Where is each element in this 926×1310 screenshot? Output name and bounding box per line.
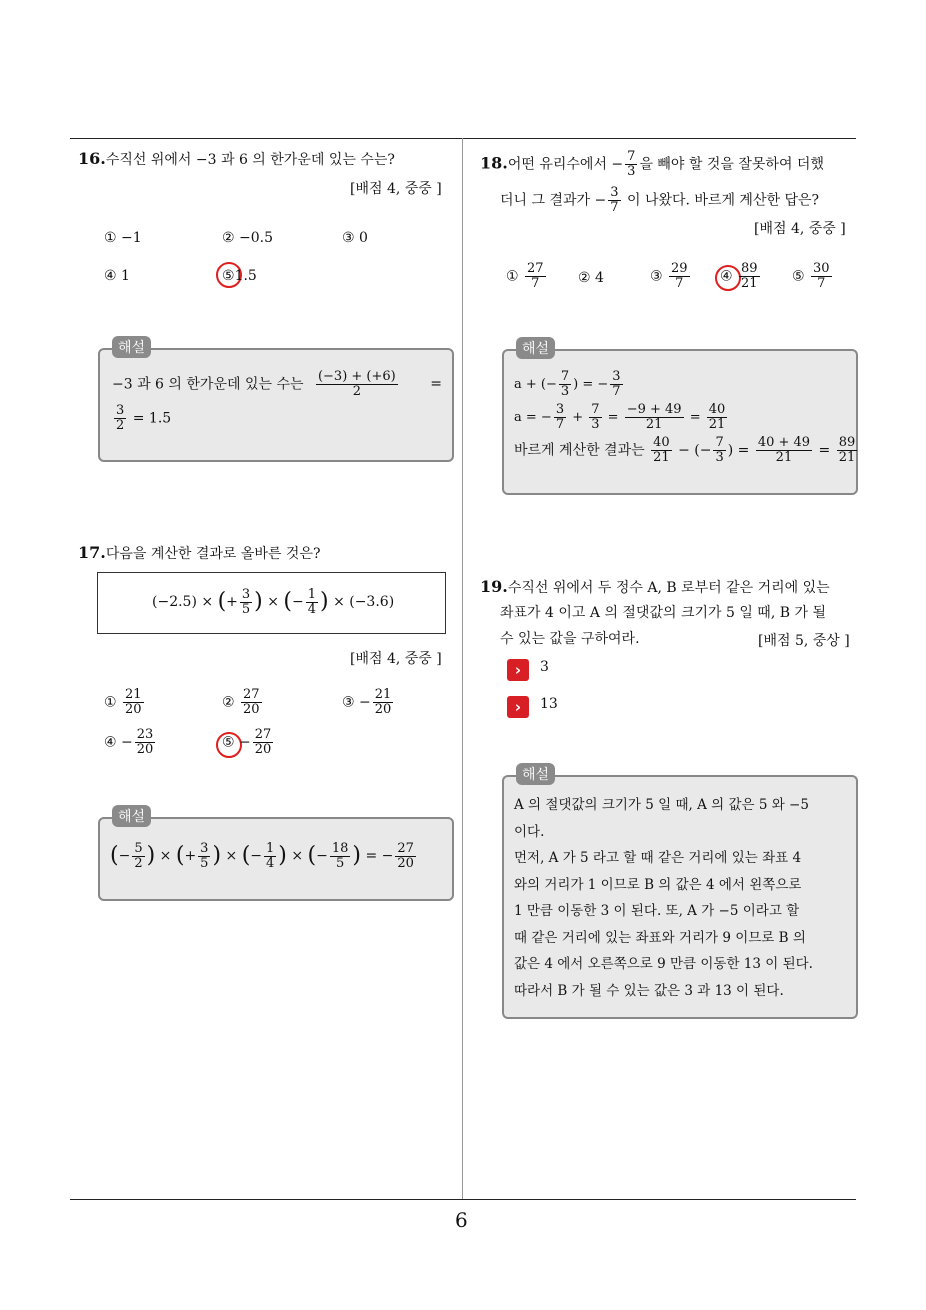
page-number: 6 xyxy=(455,1208,468,1232)
question-text: 수직선 위에서 두 정수 A, B 로부터 같은 거리에 있는 xyxy=(507,580,830,596)
expr-part: (−2.5) × xyxy=(152,594,214,610)
option-4[interactable] xyxy=(720,262,762,291)
question-text: 어떤 유리수에서 xyxy=(507,156,607,173)
question-19 xyxy=(480,574,830,601)
question-number: 17. xyxy=(78,543,106,562)
option-mark: ⑤ xyxy=(222,734,235,751)
question-number: 19. xyxy=(480,577,508,596)
option-3[interactable] xyxy=(650,262,692,291)
solution-expression: (− $\frac{5}{2}$ ) × (+ $\frac{3}{5}$ ) × (− $\frac{1}{4}$ ) × (− $\frac{18}{5}$ ) = − $\frac{27}{20}$ xyxy=(110,840,414,871)
fraction: $\frac{5}{2}$ xyxy=(134,840,143,871)
solution-line: 이다. xyxy=(514,823,545,840)
fraction: $\frac{23}{20}$ xyxy=(136,727,154,757)
solution-line: 먼저, A 가 5 라고 할 때 같은 거리에 있는 좌표 4 xyxy=(514,850,802,866)
solution-text: = 1.5 xyxy=(132,410,172,427)
fraction: $\frac{27}{20}$ xyxy=(243,687,260,717)
option-5[interactable] xyxy=(222,728,275,757)
option-mark: ④ xyxy=(720,268,733,285)
fraction: $\frac{1}{4}$ xyxy=(266,840,275,871)
fraction: $\frac{18}{5}$ xyxy=(331,840,349,871)
question-meta: [배점 5, 중상 ] xyxy=(758,633,850,649)
question-meta: [배점 4, 중중 ] xyxy=(350,651,442,667)
solution-text xyxy=(514,792,813,1004)
option-5[interactable] xyxy=(792,262,834,291)
question-meta: [배점 4, 중중 ] xyxy=(754,221,846,237)
fraction: $\frac{1}{4}$ xyxy=(307,586,317,617)
question-text: 다음을 계산한 결과로 올바른 것은? xyxy=(105,546,321,562)
equals-sign: = xyxy=(430,376,442,392)
fraction: $\frac{3}{2}$ xyxy=(116,403,125,433)
option-5[interactable] xyxy=(222,268,257,284)
solution-text: −3 과 6 의 한가운데 있는 수는 xyxy=(112,376,304,393)
option-mark: ① xyxy=(506,268,519,285)
question-meta: [배점 4, 중중 ] xyxy=(350,181,442,197)
answer-2: 13 xyxy=(540,696,558,712)
option-3[interactable]: ③ 0 xyxy=(342,230,368,246)
question-text: 더니 그 결과가 xyxy=(500,192,591,209)
fraction: $\frac{27}{20}$ xyxy=(254,727,272,757)
answer-1: 3 xyxy=(540,659,549,675)
fraction: $\frac{29}{7}$ xyxy=(671,261,688,291)
question-19-line-2: 좌표가 4 이고 A 의 절댓값의 크기가 5 일 때, B 가 될 xyxy=(500,605,826,621)
solution-tag: 해설 xyxy=(516,337,555,359)
option-value: 4 xyxy=(595,270,604,286)
option-2[interactable] xyxy=(222,688,264,717)
fraction: $\frac{3}{5}$ xyxy=(241,586,251,617)
option-1[interactable] xyxy=(104,688,146,717)
solution-line-1: a + (− $\frac{7}{3}$ ) = − $\frac{3}{7}$ xyxy=(514,369,621,399)
fraction: $\frac{89}{21}$ xyxy=(741,261,758,291)
top-rule xyxy=(70,138,856,139)
solution-line: 때 같은 거리에 있는 좌표와 거리가 9 이므로 B 의 xyxy=(514,929,806,946)
option-1[interactable] xyxy=(506,262,548,291)
expr-part: × (−3.6) xyxy=(333,594,395,610)
expression: (−2.5) × (+ $\frac{3}{5}$ ) × (− $\frac{1}{4}$ ) × (−3.6) xyxy=(152,586,395,617)
option-value: 1.5 xyxy=(234,268,257,284)
sign: + xyxy=(226,594,238,610)
question-text: 수직선 위에서 −3 과 6 의 한가운데 있는 수는? xyxy=(105,152,395,168)
question-18-line-2: 더니 그 결과가 − $\frac{3}{7}$ 이 나왔다. 바르게 계산한 답은? xyxy=(500,185,820,215)
solution-line-2 xyxy=(112,404,171,433)
fraction: $\frac{3}{7}$ xyxy=(610,185,619,215)
solution-line-3: 바르게 계산한 결과는 $\frac{40}{21}$ − (− $\frac{7}{3}$ ) = $\frac{40 + 49}{21}$ = $\frac{89}{21}$ xyxy=(514,435,856,465)
option-2[interactable] xyxy=(578,270,604,286)
fraction: $\frac{3}{5}$ xyxy=(200,840,209,871)
solution-line: 와의 거리가 1 이므로 B 의 값은 4 에서 왼쪽으로 xyxy=(514,876,802,893)
solution-tag: 해설 xyxy=(112,805,151,827)
option-mark: ③ xyxy=(650,268,663,285)
solution-line: 1 만큼 이동한 3 이 된다. 또, A 가 −5 이라고 할 xyxy=(514,903,800,919)
sign: − xyxy=(359,694,371,711)
question-18: 18.어떤 유리수에서 − $\frac{7}{3}$ 을 빼야 할 것을 잘못하여 더했 xyxy=(480,149,824,179)
solution-line-1 xyxy=(112,370,442,399)
sign: − xyxy=(292,594,304,610)
option-mark: ④ xyxy=(104,734,117,751)
chevron-right-icon: › xyxy=(507,659,529,681)
fraction: $\frac{(-3) + (+6)}{2}$ xyxy=(317,369,396,399)
question-19-line-3: 수 있는 값을 구하여라. xyxy=(500,631,640,647)
option-mark: ③ xyxy=(342,694,355,711)
option-mark: ⑤ xyxy=(792,268,805,285)
solution-line: 따라서 B 가 될 수 있는 값은 3 과 13 이 된다. xyxy=(514,982,784,999)
option-3[interactable] xyxy=(342,688,395,717)
fraction: $\frac{21}{20}$ xyxy=(374,687,392,717)
option-mark: ② xyxy=(578,270,591,286)
question-number: 18. xyxy=(480,153,508,173)
option-mark: ① xyxy=(104,694,117,711)
option-mark: ⑤ xyxy=(222,268,235,284)
fraction: $\frac{21}{20}$ xyxy=(125,687,142,717)
fraction: $\frac{7}{3}$ xyxy=(627,149,636,179)
sign: − xyxy=(121,734,133,751)
solution-line: 값은 4 에서 오른쪽으로 9 만큼 이동한 13 이 된다. xyxy=(514,956,813,972)
sign: − xyxy=(239,734,251,751)
question-number: 16. xyxy=(78,149,106,168)
option-4[interactable] xyxy=(104,728,157,757)
solution-tag: 해설 xyxy=(516,763,555,785)
bottom-rule xyxy=(70,1199,856,1200)
option-1[interactable]: ① −1 xyxy=(104,230,142,246)
solution-line-2: a = − $\frac{3}{7}$ + $\frac{7}{3}$ = $\frac{-9 + 49}{21}$ = $\frac{40}{21}$ xyxy=(514,402,726,432)
solution-line: A 의 절댓값의 크기가 5 일 때, A 의 값은 5 와 −5 xyxy=(514,797,809,813)
solution-tag: 해설 xyxy=(112,336,151,358)
question-text: 을 빼야 할 것을 잘못하여 더했 xyxy=(639,156,824,173)
column-divider xyxy=(462,138,463,1200)
option-4[interactable]: ④ 1 xyxy=(104,268,130,284)
solution-text: 바르게 계산한 결과는 xyxy=(514,442,645,459)
option-2[interactable]: ② −0.5 xyxy=(222,230,273,246)
fraction: $\frac{27}{20}$ xyxy=(397,840,414,871)
option-mark: ② xyxy=(222,694,235,711)
fraction: $\frac{30}{7}$ xyxy=(813,261,830,291)
question-16 xyxy=(78,146,395,173)
question-text: 이 나왔다. 바르게 계산한 답은? xyxy=(626,192,820,209)
chevron-right-icon: › xyxy=(507,696,529,718)
fraction: $\frac{27}{7}$ xyxy=(527,261,544,291)
question-17 xyxy=(78,540,321,567)
